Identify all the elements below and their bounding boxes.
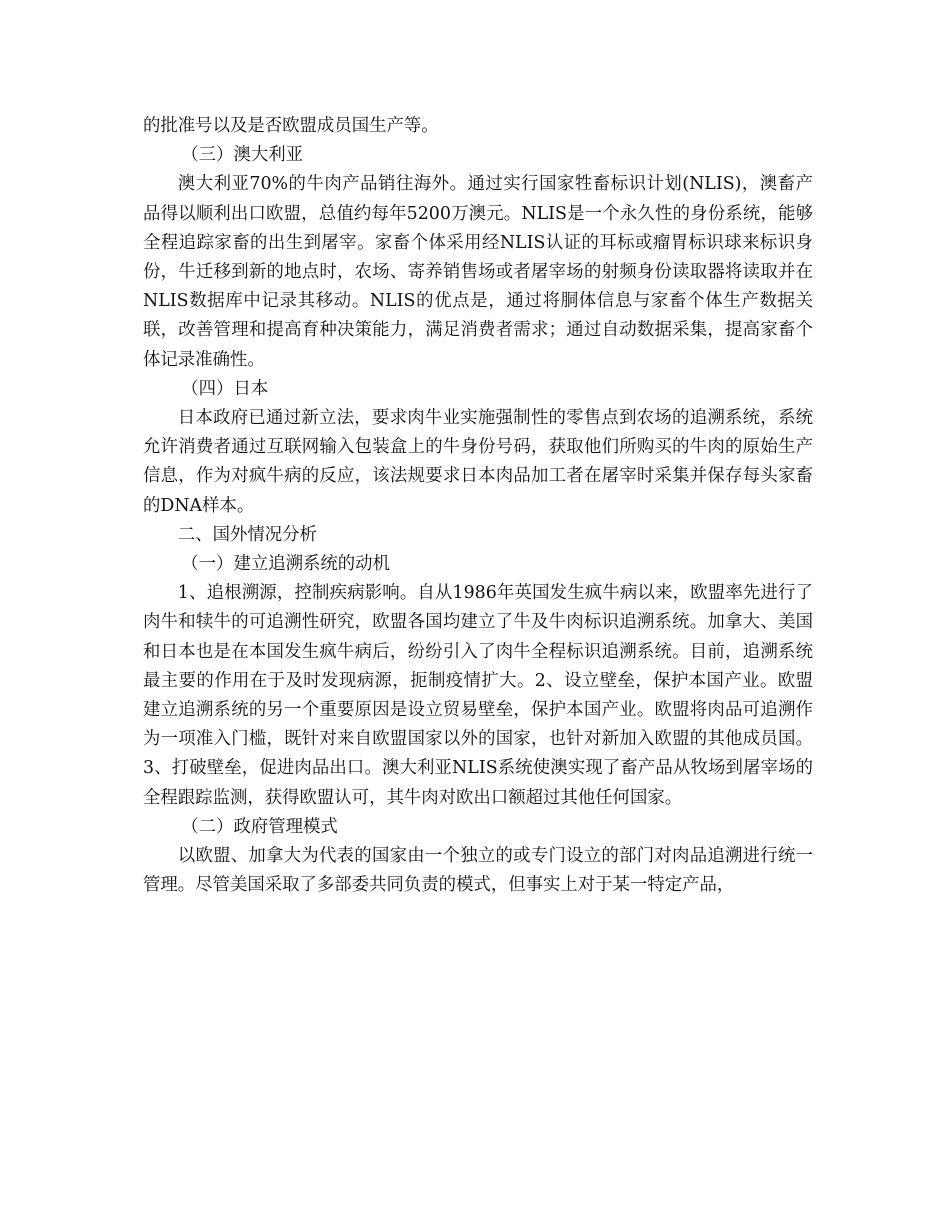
paragraph-japan: 日本政府已通过新立法，要求肉牛业实施强制性的零售点到农场的追溯系统，系统允许消费者通过互联网输入包装盒上的牛身份号码，获取他们所购买的牛肉的原始生产信息，作为对疯牛病的反应，该法规要求日本肉品加工者在屠宰时采集并保存每头家畜的DNA样本。 [143, 408, 813, 516]
section-heading-australia: （三）澳大利亚 [181, 145, 304, 166]
paragraph-government-model: 以欧盟、加拿大为代表的国家由一个独立的或专门设立的部门对肉品追溯进行统一管理。尽管美国采取了多部委共同负责的模式，但事实上对于某一特定产品， [143, 846, 813, 896]
paragraph-australia: 澳大利亚70%的牛肉产品销往海外。通过实行国家牲畜标识计划(NLIS)，澳畜产品得以顺利出口欧盟，总值约每年5200万澳元。NLIS是一个永久性的身份系统，能够全程追踪家畜的出生到屠宰。家畜个体采用经NLIS认证的耳标或瘤胃标识球来标识身份，牛迁移到新的地点时，农场、寄养销售场或者屠宰场的射频身份读取器将读取并在NLIS数据库中记录其移动。NLIS的优点是，通过将胴体信息与家畜个体生产数据关联，改善管理和提高育种决策能力，满足消费者需求；通过自动数据采集，提高家畜个体记录准确性。 [143, 174, 813, 370]
paragraph-continuation: 的批准号以及是否欧盟成员国生产等。 [143, 116, 439, 136]
document-page [143, 112, 813, 900]
paragraph-motivation: 1、追根溯源，控制疾病影响。自从1986年英国发生疯牛病以来，欧盟率先进行了肉牛和犊牛的可追溯性研究，欧盟各国均建立了牛及牛肉标识追溯系统。加拿大、美国和日本也是在本国发生疯牛病后，纷纷引入了肉牛全程标识追溯系统。目前，追溯系统最主要的作用在于及时发现病源，扼制疫情扩大。2、设立壁垒，保护本国产业。欧盟建立追溯系统的另一个重要原因是设立贸易壁垒，保护本国产业。欧盟将肉品可追溯作为一项准入门槛，既针对来自欧盟国家以外的国家，也针对新加入欧盟的其他成员国。3、打破壁垒，促进肉品出口。澳大利亚NLIS系统使澳实现了畜产品从牧场到屠宰场的全程跟踪监测，获得欧盟认可，其牛肉对欧出口额超过其他任何国家。 [143, 583, 813, 808]
subsection-heading-motivation: （一）建立追溯系统的动机 [181, 554, 390, 575]
subsection-heading-government-model: （二）政府管理模式 [181, 816, 338, 837]
section-heading-japan: （四）日本 [181, 378, 269, 399]
section-heading-analysis: 二、国外情况分析 [177, 524, 317, 545]
